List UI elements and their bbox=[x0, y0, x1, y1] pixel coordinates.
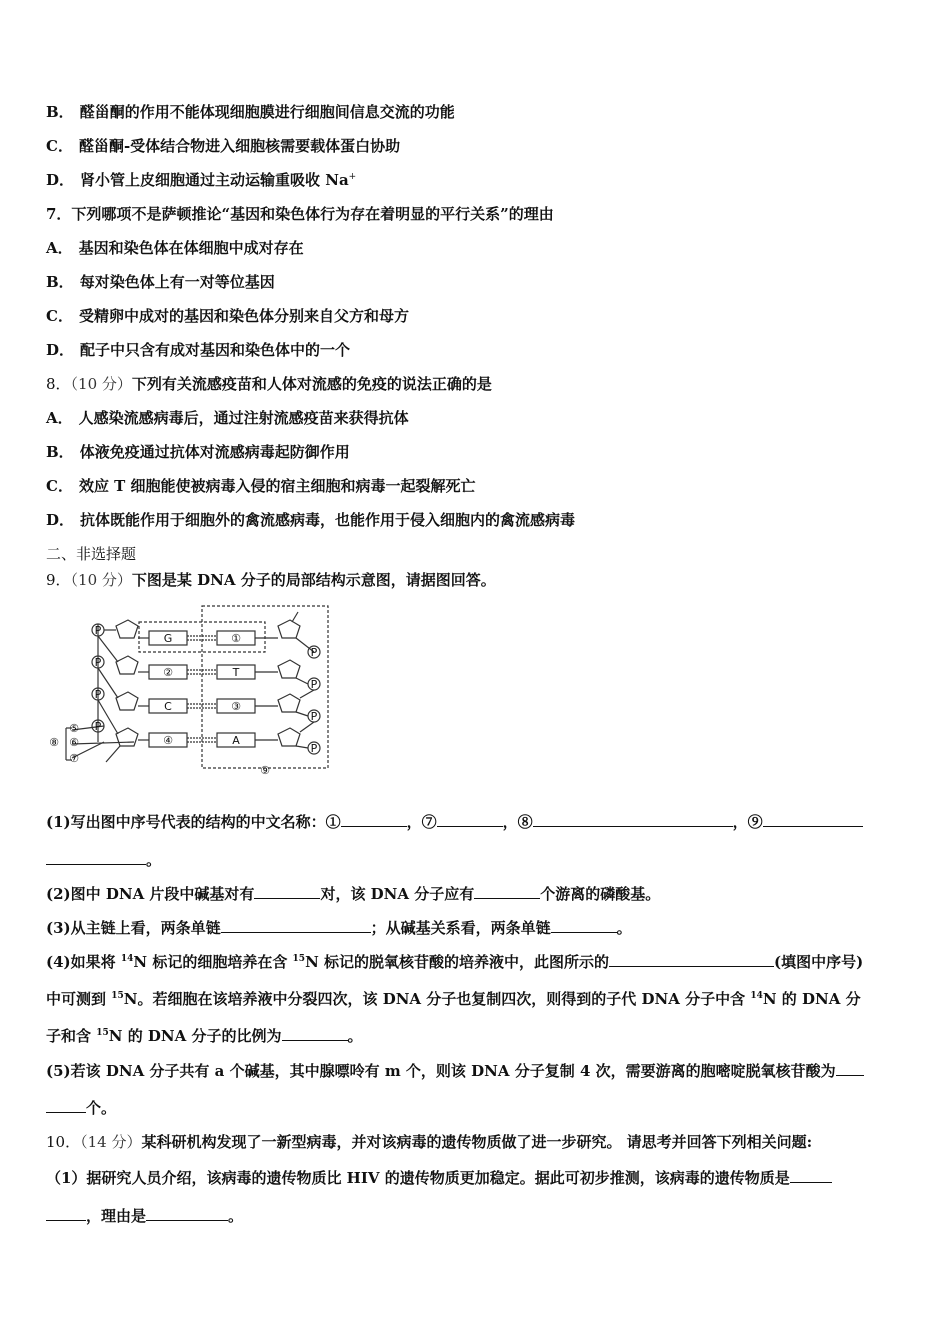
phosphate-label: P bbox=[94, 656, 102, 669]
answer-blank[interactable] bbox=[437, 812, 503, 827]
q9-sub4-line3: 子和含 $^{15}$N 的 DNA 分子的比例为 。 bbox=[46, 1027, 363, 1045]
q9-sub5: (5)若该 DNA 分子共有 a 个碱基，其中腺嘌呤有 m 个，则该 DNA 分子复制 4 次，需要游离的胞嘧啶脱氧核苷酸为 bbox=[46, 1061, 864, 1081]
answer-blank[interactable] bbox=[146, 1206, 228, 1221]
left-base-2: ② bbox=[163, 666, 173, 679]
phosphate-label: P bbox=[310, 710, 318, 723]
phosphate-label: P bbox=[310, 742, 318, 755]
base-pair-row-4 bbox=[92, 700, 320, 762]
left-base-3: C bbox=[164, 700, 172, 713]
q6-option-c: C． 醛甾酮-受体结合物进入细胞核需要载体蛋白协助 bbox=[46, 137, 401, 155]
answer-blank[interactable] bbox=[282, 1026, 348, 1041]
q9-sub4: (4)如果将 $^{14}$N 标记的细胞培养在含 $^{15}$N 标记的脱氧核苷酸的培养液中，此图所示的 (填图中序号) bbox=[46, 953, 864, 971]
answer-blank[interactable] bbox=[46, 1098, 86, 1113]
phosphate-label: P bbox=[310, 646, 318, 659]
label-7: ⑦ bbox=[69, 752, 79, 765]
q10-sub1: （1）据研究人员介绍，该病毒的遗传物质比 HIV 的遗传物质更加稳定。据此可初步推测，该病毒的遗传物质是 bbox=[46, 1168, 832, 1188]
label-5: ⑤ bbox=[69, 722, 79, 735]
answer-blank[interactable] bbox=[551, 918, 617, 933]
base-pair-row-1 bbox=[92, 612, 314, 652]
q9-sub1: (1)写出图中序号代表的结构的中文名称：① ，⑦ ，⑧ ，⑨ bbox=[46, 812, 863, 832]
right-base-2: T bbox=[232, 666, 240, 679]
phosphate-label: P bbox=[94, 624, 102, 637]
label-9: ⑨ bbox=[260, 764, 270, 777]
q9-sub3: (3)从主链上看，两条单链 ；从碱基关系看，两条单链 。 bbox=[46, 919, 632, 937]
answer-blank[interactable] bbox=[763, 812, 863, 827]
section-heading: 二、非选择题 bbox=[46, 545, 137, 563]
answer-blank[interactable] bbox=[533, 812, 733, 827]
q10-sub1-cont: ，理由是 。 bbox=[46, 1206, 243, 1226]
q8-option-b: B． 体液免疫通过抗体对流感病毒起防御作用 bbox=[46, 443, 350, 461]
q8-option-d: D． 抗体既能作用于细胞外的禽流感病毒，也能作用于侵入细胞内的禽流感病毒 bbox=[46, 511, 576, 529]
answer-blank[interactable] bbox=[474, 884, 540, 899]
answer-blank[interactable] bbox=[609, 952, 774, 967]
label-8: ⑧ bbox=[49, 736, 59, 749]
q10-stem: 10．（14 分）某科研机构发现了一新型病毒，并对该病毒的遗传物质做了进一步研究。 请思考并回答下列相关问题: bbox=[46, 1133, 813, 1151]
q8-option-c: C． 效应 T 细胞能使被病毒入侵的宿主细胞和病毒一起裂解死亡 bbox=[46, 477, 476, 495]
phosphate-label: P bbox=[310, 678, 318, 691]
answer-blank[interactable] bbox=[341, 812, 407, 827]
q8-option-a: A． 人感染流感病毒后，通过注射流感疫苗来获得抗体 bbox=[46, 409, 409, 427]
q9-stem: 9．（10 分）下图是某 DNA 分子的局部结构示意图，请据图回答。 bbox=[46, 571, 496, 589]
q6-option-d: D． 肾小管上皮细胞通过主动运输重吸收 Na+ bbox=[46, 171, 357, 189]
base-pair-row-2 bbox=[92, 636, 320, 690]
answer-blank[interactable] bbox=[46, 1206, 86, 1221]
label-6: ⑥ bbox=[69, 736, 79, 749]
q7-option-b: B． 每对染色体上有一对等位基因 bbox=[46, 273, 275, 291]
q9-sub5-cont: 个。 bbox=[46, 1098, 116, 1118]
q7-option-a: A． 基因和染色体在体细胞中成对存在 bbox=[46, 239, 304, 257]
base-pair-row-3 bbox=[92, 668, 320, 722]
q6-option-b: B． 醛甾酮的作用不能体现细胞膜进行细胞间信息交流的功能 bbox=[46, 103, 455, 121]
answer-blank[interactable] bbox=[790, 1168, 832, 1183]
phosphate-label: P bbox=[94, 720, 102, 733]
q7-option-d: D． 配子中只含有成对基因和染色体中的一个 bbox=[46, 341, 351, 359]
dna-structure-diagram bbox=[44, 602, 334, 777]
q7-option-c: C． 受精卵中成对的基因和染色体分别来自父方和母方 bbox=[46, 307, 409, 325]
phosphate-label: P bbox=[94, 688, 102, 701]
answer-blank[interactable] bbox=[46, 850, 146, 865]
q8-stem: 8．（10 分）下列有关流感疫苗和人体对流感的免疫的说法正确的是 bbox=[46, 375, 492, 393]
left-base-1: G bbox=[163, 632, 173, 645]
right-base-3: ③ bbox=[231, 700, 241, 713]
left-base-4: ④ bbox=[163, 734, 173, 747]
answer-blank[interactable] bbox=[254, 884, 320, 899]
right-base-4: A bbox=[232, 734, 240, 747]
q9-sub4-line2: 中可测到 $^{15}$N。若细胞在该培养液中分裂四次，该 DNA 分子也复制四次，则得到的子代 DNA 分子中含 $^{14}$N 的 DNA 分 bbox=[46, 990, 861, 1008]
q9-sub2: (2)图中 DNA 片段中碱基对有 对，该 DNA 分子应有 个游离的磷酸基。 bbox=[46, 885, 661, 903]
answer-blank[interactable] bbox=[221, 918, 371, 933]
right-base-1: ① bbox=[231, 632, 241, 645]
answer-blank[interactable] bbox=[836, 1061, 864, 1076]
q7-stem: 7．下列哪项不是萨顿推论“基因和染色体行为存在着明显的平行关系”的理由 bbox=[46, 205, 554, 223]
q9-sub1-cont: 。 bbox=[46, 850, 161, 870]
